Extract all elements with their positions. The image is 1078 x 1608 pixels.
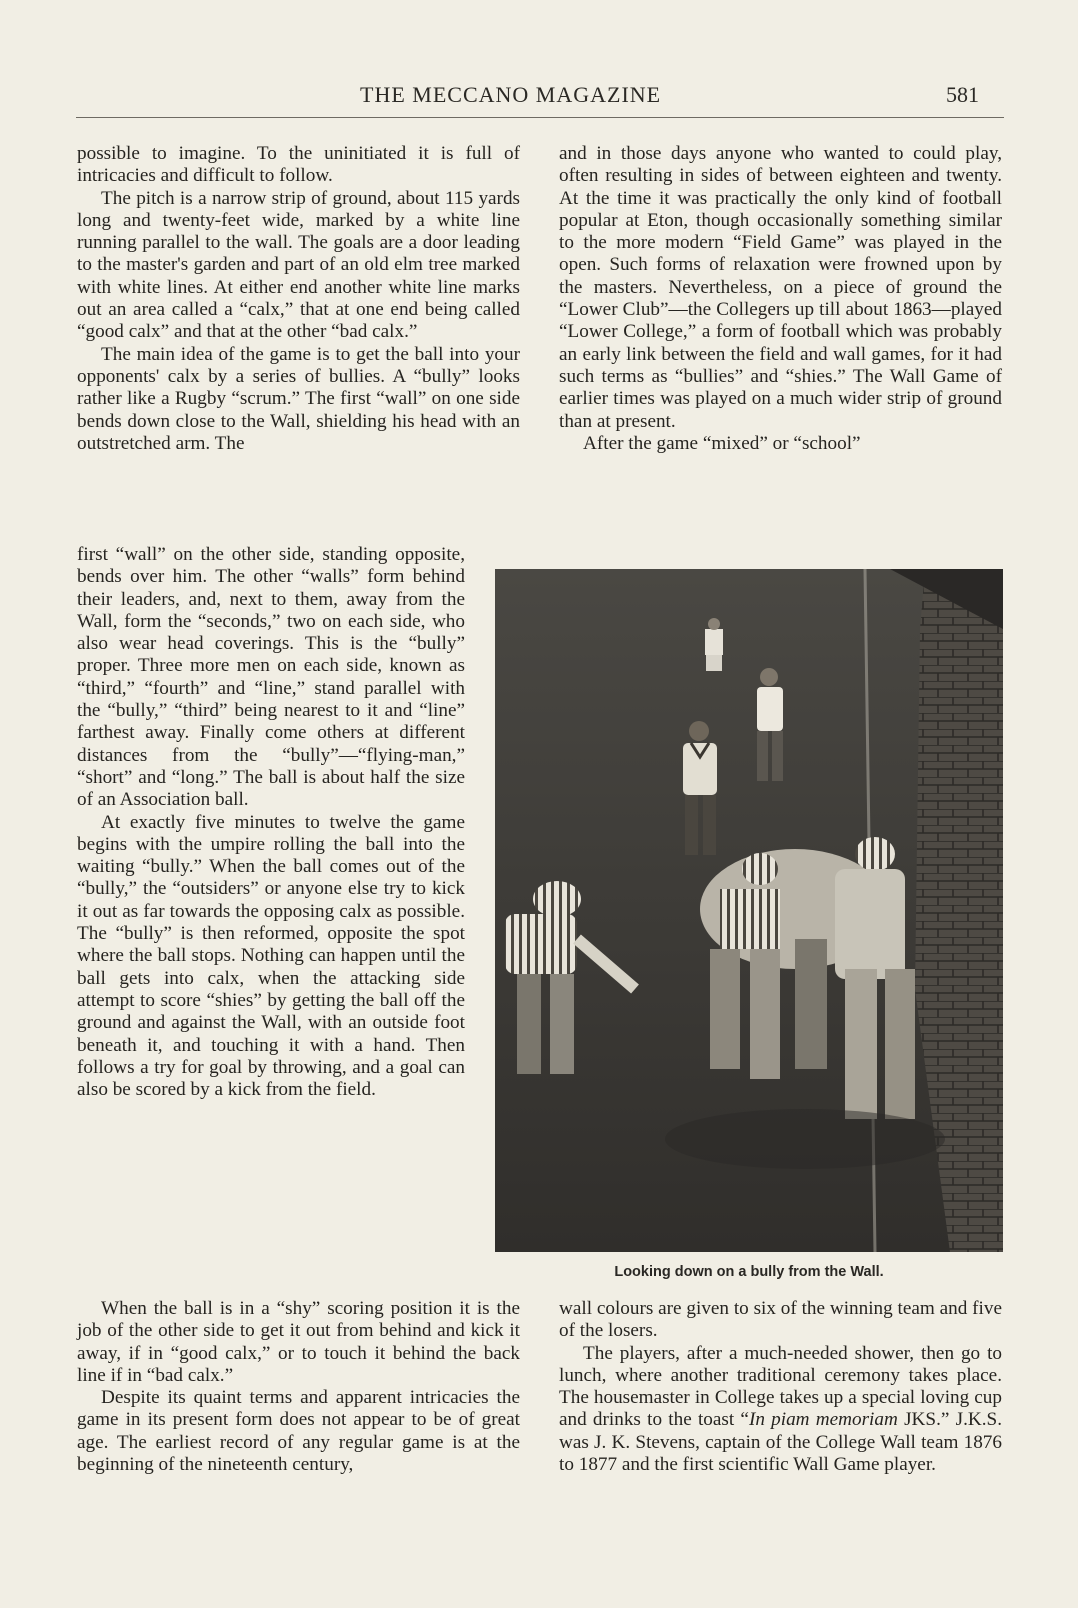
paragraph-text: The players, after a much-needed shower, then go to lunch, where another traditional ceremony takes place. The housemaster in College takes up a special loving cup and drinks to the toast “ — [559, 1342, 1002, 1431]
paragraph: The pitch is a narrow strip of ground, about 115 yards long and twenty-feet wide, marked by a white line running parallel to the wall. The goals are a door leading to the master's garden and part of an old elm tree marked with white lines. At either end another white line marks out an area called a “calx,” that at one end being called “good calx” and that at the other “bad calx.” — [77, 187, 520, 343]
paragraph: possible to imagine. To the uninitiated it is full of intricacies and difficult to follow. — [77, 143, 520, 187]
right-column-top — [559, 143, 1002, 455]
paragraph: first “wall” on the other side, standing opposite, bends over him. The other “walls” form behind their leaders, and, next to them, away from the Wall, form the “seconds,” two on each side, who also wear head coverings. This is the “bully” proper. Three more men on each side, known as “third,” “fourth” and “line,” stand parallel with the “bully,” “third” being nearest to it and “line” farthest away. Finally come others at different distances from the “bully”—“flying-man,” “short” and “long.” The ball is about half the size of an Association ball. — [77, 544, 465, 811]
paragraph: wall colours are given to six of the winning team and five of the losers. — [559, 1298, 1002, 1342]
paragraph: At exactly five minutes to twelve the game begins with the umpire rolling the ball into the waiting “bully.” When the ball comes out of the “bully,” the “outsiders” or anyone else try to kick it out as far towards the opposing calx as possible. The “bully” is then reformed, opposite the spot where the ball stops. Nothing can happen until the ball gets into calx, when the attacking side attempt to score “shies” by getting the ball off the ground and against the Wall, with an outside foot beneath it, and touching it with a hand. Then follows a try for goal by throwing, and a goal can also be scored by a kick from the field. — [77, 811, 465, 1101]
paragraph: After the game “mixed” or “school” — [583, 432, 861, 454]
header-rule — [76, 117, 1004, 118]
paragraph: and in those days anyone who wanted to could play, often resulting in sides of between eighteen and twenty. At the time it was practically the only kind of football popular at Eton, though occasionally something similar to the more modern “Field Game” was played in the open. Such forms of relaxation were frowned upon by the masters. Nevertheless, on a piece of ground the “Lower Club”—the Collegers up till about 1863—played “Lower College,” a form of football which was probably an early link between the field and wall games, for it had such terms as “bullies” and “shies.” The Wall Game of earlier times was played on a much wider strip of ground than at present. — [559, 143, 1002, 432]
right-column-bottom — [559, 1298, 1002, 1476]
paragraph: The main idea of the game is to get the ball into your opponents' calx by a series of bullies. A “bully” looks rather like a Rugby “scrum.” The first “wall” on one side bends down close to the Wall, shielding his head with an outstretched arm. The — [77, 343, 520, 454]
paragraph-text: JKS.” J.K.S. was J. K. Stevens, captain of the College Wall team 1876 to 1877 and the first scientific Wall Game player. — [559, 1409, 1002, 1476]
paragraph: Despite its quaint terms and apparent intricacies the game in its present form does not appear to be of great age. The earliest record of any regular game is at the beginning of the nineteenth century, — [77, 1387, 520, 1476]
left-column-bottom — [77, 1298, 520, 1476]
left-column-top — [77, 143, 520, 455]
running-header-title: THE MECCANO MAGAZINE — [360, 82, 662, 107]
paragraph — [559, 1343, 1002, 1477]
photo-caption: Looking down on a bully from the Wall. — [614, 1264, 884, 1280]
left-column-narrow — [77, 544, 465, 1101]
paragraph: When the ball is in a “shy” scoring position it is the job of the other side to get it out from behind and kick it away, if in “good calx,” or to touch it behind the back line if in “bad calx.” — [77, 1298, 520, 1386]
latin-toast: In piam memoriam — [748, 1409, 898, 1431]
page-number: 581 — [946, 82, 979, 107]
bully-photograph — [495, 569, 1003, 1252]
